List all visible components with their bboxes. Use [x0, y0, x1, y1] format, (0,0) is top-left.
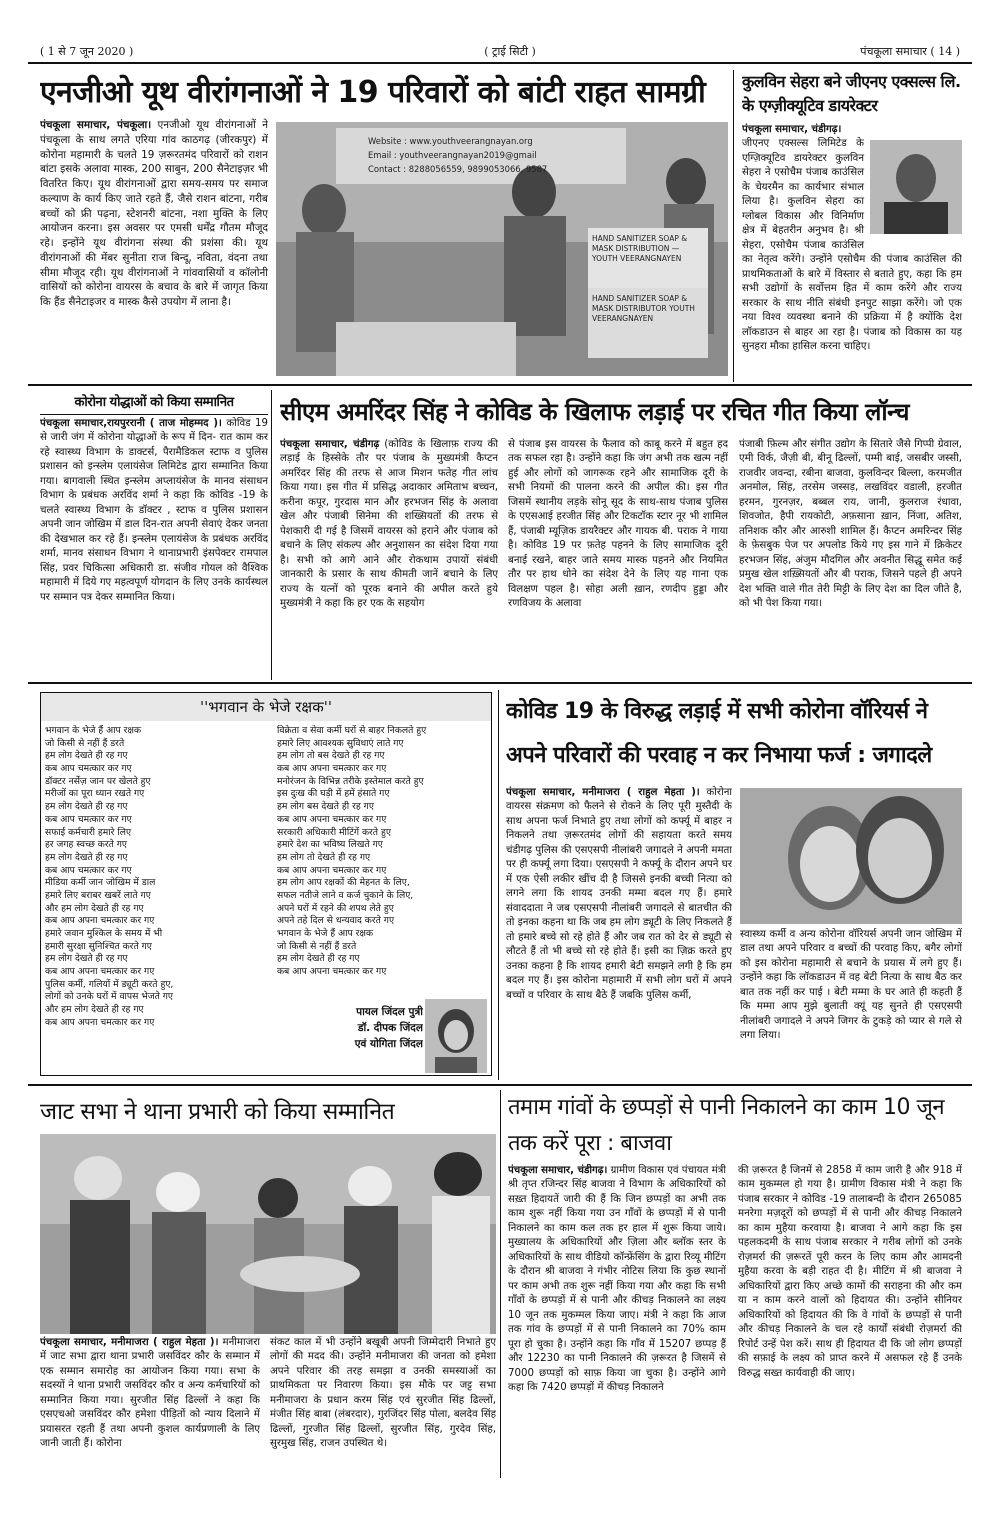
rule-row-3 — [28, 1084, 972, 1086]
header-date: ( 1 से 7 जून 2020 ) — [40, 45, 134, 58]
s6-col1-text: मनीमाजरा में जाट सभा द्वारा थाना प्रभारी जसविंदर कौर के सम्मान में एक सम्मान समारोह का आयोजन किया गया। सभा के सदस्यों ने थाना प्रभारी जसविंदर कौर व अन्य कर्मचारियों को सम्मानित किया गया। सुरजीत सिंह ढिल्लों ने कहा कि एसएचओ जसविंदर कौर हमेशा पीड़ितों को न्याय दिलाने में प्रयासरत रहती हैं तथा अपनी कुशल कार्यप्रणाली के लिए जानी जाती हैं। कोरोना — [40, 1337, 260, 1450]
s4-col-1 — [280, 438, 498, 678]
poem-col-1: भगवान के भेजे हैं आप रक्षक जो किसी से नहीं हैं डरते हम लोग देखते ही रह गए कब आप चमत्कार कर गए डॉक्टर नर्सेज़ जान पर खेलते हुए मरीजों का पूरा ध्यान रखते गए हम लोग देखते ही रह गए कब आप चमत्कार कर गए सफाई कर्मचारी हमारे लिए हर जगह स्वच्छ करते गए हम लोग देखते ही रह गए कब आप चमत्कार कर गए मीडिया कर्मी जान जोखिम में डाल हमारे लिए बराबर खबरें लाते गए और हम लोग देखते ही रह गए कब आप अपना चमत्कार कर गए हमारे जवान मुश्किल के समय में भी हमारी सुरक्षा सुनिश्चित करते गए हम लोग देखते ही रह गए कब आप अपना चमत्कार कर गए पुलिस कर्मी, गलियों में ड्यूटी करते हुए, लोगों को उनके घरों में वापस भेजते गए और हम लोग देखते ही रह गए कब आप अपना चमत्कार कर गए — [45, 725, 174, 1028]
s2-dateline: पंचकूला समाचार, चंडीगढ़। — [742, 124, 842, 135]
header-edition: ( ट्राई सिटी ) — [484, 45, 536, 58]
s2-headline: कुलविन सेहरा बने जीएनए एक्सल्स लि. के एग्ज़ीक्यूटिव डायरेक्टर — [742, 72, 961, 115]
s1-s2-divider — [733, 70, 734, 382]
s4-col-3: पंजाबी फ़िल्म और संगीत उद्योग के सितारे जैसे गिप्पी ग्रेवाल, एमी विर्क, जैज़ी बी, बीनू ढिल्लों, पम्मी बाई, जसबीर जस्सी, राजवीर जवन्दा, रबीना बाजवा, कुलविन्दर बिल्ला, करमजीत अनमोल, सिंह, तरसेम जस्सड़, लखविंदर वडाली, हरजीत हरमन, गुरनज़र, बब्बल राय, जानी, कुलराज रंधावा, शिवजोत, हैपी रायकोटी, अफ़साना ख़ान, निंजा, अतिश, तनिशक कौर और आरुशी शामिल हैं। कैप्टन अमरिन्दर सिंह के फ़ेसबुक पेज पर अपलोड किये गए इस गाने में क्रिकेटर हरभजन सिंह, अंजुम मौदगिल और अवनीत सिद्धू समेत कई प्रमुख खेल शख़्सियतों और बी पराक, जिसने पहले ही अपने देश भक्ति वाले गीत तेरी मिट्टी के लिए देश का दिल जीते है, को भी पेश किया गया। — [739, 439, 962, 610]
s3-rule — [40, 414, 268, 415]
poem-box — [40, 692, 492, 1076]
s2-body: जीएनए एक्सल्स लिमिटेड के एग्ज़िक्यूटिव डायरेक्टर कुलविन सेहरा ने एसोचैम पंजाब काउंसिल के चेयरमैन का कार्यभार संभाल लिया है। कुलविन सेहरा का ग्लोबल विकास और विनिर्माण क्षेत्र में बेहतरीन अनुभव है। श्री सेहरा, एसोचैम पंजाब काउंसिल का नेतृत्व करेंगे। उन्होंने एसोचैम की पंजाब काउंसिल की प्राथमिकताओं के बारे में विस्तार से बताते हुए, कहा कि हम सभी उद्योगों के सर्वोत्तम हित में काम करेंगे और राज्य सरकार के साथ नीति संबंधी इनपुट साझा करेंगे। जो एक नया विश्व व्यवस्था बनाने की प्रक्रिया में है क्योंकि देश लॉकडाउन से बाहर आ रहा है। पंजाब को विकास का यह सुनहरा मौका हासिल करना चाहिए। — [742, 138, 962, 353]
poem-signature — [303, 1005, 423, 1069]
s4-col1-text: (कोविड के खिलाफ़ राज्य की लड़ाई के हिस्सेके तौर पर पंजाब के मुख्यमंत्री कैप्टन अमरिंदर सिंह की तरफ से आज मिशन फतेह गीत लांच किया गया। इस गीत में प्रसिद्ध अदाकार अमिताभ बच्चन, करीना कपूर, गुरदास मान और हरभजन सिंह के अलावा खेल और पंजाबी सिनेमा की शख्सियतों की तरफ से पेशकारी दी गई है जिसमें वायरस को हराने और पंजाब को बचाने के लिए संकल्प और अनुशासन का संदेश दिया गया है। सभी को आगे आने और रोकथाम उपायों संबंधी जानकारी के प्रसार के साथ कीमती जानें बचाने के लिए राज्य के यत्नों को पूरक बनाने की अपील करते हुये मुख्यमंत्री ने कहा कि हर एक के सहयोग — [280, 439, 498, 610]
s5-dateline: पंचकूला समाचार, मनीमाजरा ( राहुल मेहता )। — [506, 787, 700, 798]
s3-article — [40, 417, 268, 679]
s1-photo-banner — [368, 134, 618, 182]
poem-s5-divider — [498, 690, 499, 1080]
s3-headline: कोरोना योद्धाओं को किया सम्मानित — [74, 395, 234, 410]
s7-col-1 — [508, 1164, 726, 1476]
s1-banner-line-3: Contact : 8288056559, 9899053066, 9587 — [368, 164, 548, 174]
s5-photo-illustration — [740, 788, 962, 924]
s1-photo — [276, 122, 728, 376]
poem-sign-1: पायल जिंदल पुत्री — [356, 1006, 423, 1018]
s5-caption: स्वास्थ्य कर्मी व अन्य कोरोना वॉरियर्स अपनी जान जोखिम में डाल तथा अपने परिवार व बच्चों की परवाह किए, बगैर लोगों को इस कोरोना महामारी से बचाने के प्रयास में लगे हुए हैं। उन्होंने कहा कि लॉकडाउन में वह बेटी नित्या के साथ बैठ कर बात तक नहीं कर पाई । बेटी मम्मा के घर आते ही कहती हैं कि मम्मा आप मुझे बुलाती क्यूं यह सुनते ही एसएसपी नीलांबरी जगादले ने अपने जिगर के टुकड़े को प्यार से गले से लगा लिया। — [740, 929, 962, 1042]
poem-author-photo — [425, 999, 487, 1073]
s5-body: कोरोना वायरस संक्रमण को फैलने से रोकने के लिए पूरी मुस्तैदी के साथ अपना फर्ज निभाते हुए तथा लोगों को कर्फ्यू में बाहर न निकलने तथा ज़रूरतमंद लोगों की सहायता करते समय चंडीगढ़ पुलिस की एसएसपी नीलांबरी जगादले ने अपनी ममता पर ही कर्फ्यू लगा दिया। एसएसपी ने कर्फ्यू के दौरान अपने घर में एक ऐसी लकीर खींच दी है जिससे इनकी बच्ची नित्या को लगने लगा कि शायद उनकी मम्मा बदल गए हैं। हमारे संवाददाता ने जब एसएसपी नीलांबरी जगादले से बातचीत की तो इनका कहना था कि जब हम लोग ड्यूटी के लिए निकलते हैं तो हमारे बच्चे सो रहे होते हैं और जब रात को देर से ड्यूटी से लौटते हैं तो भी बच्चे सो रहे होते हैं। इसी का ज़िक्र करते हुए उनका कहना है कि शायद हमारी बेटी समझने लगी है कि हम बदल गए हैं। इस कोरोना महामारी में सभी लोग घरों में अपने बच्चों व परिवार के साथ बैठे हैं जबकि पुलिस कर्मी, — [506, 787, 732, 1001]
poem-col-2: विक्रेता व सेवा कर्मी घरों से बाहर निकलते हुए हमारे लिए आवश्यक सुविधाएं लाते गए हम लोग तो बस देखते ही रह गए कब आप अपना चमत्कार कर गए मनोरंजन के विभिन्न तरीके इस्तेमाल करते हुए इस दुःख की घड़ी में हमें हंसाते गए हम लोग बस देखते ही रह गए कब आप अपना चमत्कार कर गए सरकारी अधिकारी मीटिंगें करते हुए हमारे देश का भविष्य लिखते गए हम लोग तो देखते ही रह गए कब आप अपना चमत्कार कर गए हम लोग आप रक्षकों की मेहनत के लिए, सफल नतीजे लाने व कर्ज चुकाने के लिए, अपने घरों में रहने की शपथ लेते हुए अपने तहे दिल से धन्यवाद करते गए भगवान के भेजे हैं आप रक्षक जो किसी से नहीं हैं डरते हम लोग देखते ही रह गए कब आप अपना चमत्कार कर गए — [277, 725, 427, 978]
s1-banner-line-2: Email : youthveerangnayan2019@gmail — [368, 150, 537, 160]
s1-article — [40, 118, 268, 380]
s1-dateline: पंचकूला समाचार, पंचकूला। — [40, 119, 152, 131]
s7-dateline: पंचकूला समाचार, चंडीगढ़। — [508, 1165, 608, 1176]
s7-headline: तमाम गांवों के छप्पड़ों से पानी निकालने का काम 10 जून तक करें पूरा : बाजवा — [508, 1095, 945, 1156]
s2-article — [742, 123, 962, 379]
s1-box-label-1: HAND SANITIZER SOAP & MASK DISTRIBUTION — YOUTH VEERANGNAYEN — [592, 234, 688, 263]
header-page: पंचकूला समाचार ( 14 ) — [860, 45, 960, 58]
s4-col-2: से पंजाब इस वायरस के फैलाव को काबू करने में बहुत हद तक सफल रहा है। उन्होंने कहा कि जंग अभी तक खत्म नहीं हुई और लोगों को जागरूक रहने और सामाजिक दूरी के सभी नियमों की पालना करने की अपील की। इस गीत जिसमें स्थानीय लड़के सोनू सूद के साथ-साथ पंजाब पुलिस के एएसआई हरजीत सिंह और टिकटॉक स्टार नूर भी शामिल हैं, पंजाबी म्यूज़िक डायरैक्टर और गायक बी. पराक ने गाया है। कोविड 19 पर फ़तेह पहनने के लिए सामाजिक दूरी बनाई रखने, बाहर जाते समय मास्क पहनने और नियमित तौर पर हाथ धोने का संदेश देने के लिए यह गाना एक विलक्षण पहल है। सोहा अली ख़ान, रणदीप हुड्डा और रणविजय के अलावा — [508, 439, 728, 610]
poem-title: ''भगवान के भेजे रक्षक'' — [41, 693, 491, 721]
s3-s4-divider — [271, 390, 272, 680]
s5-photo — [740, 788, 962, 924]
s1-box-label-2: HAND SANITIZER SOAP & MASK DISTRIBUTOR YOUTH VEERANGNAYEN — [592, 294, 695, 323]
s4-dateline: पंचकूला समाचार, चंडीगढ़ — [280, 439, 380, 450]
s6-dateline: पंचकूला समाचार, मनीमाजरा ( राहुल मेहता )। — [40, 1337, 219, 1348]
s5-headline: कोविड 19 के विरुद्ध लड़ाई में सभी कोरोना वॉरियर्स ने अपने परिवारों की परवाह न कर निभाया फर्ज : जगादले — [506, 699, 932, 768]
rule-row-1 — [28, 384, 972, 386]
s3-dateline: पंचकूला समाचार,रायपुररानी ( ताज मोहम्मद )। — [40, 418, 222, 429]
s6-photo-illustration — [40, 1134, 496, 1334]
s6-col-2: संकट काल में भी उन्होंने बखूबी अपनी जिम्मेदारी निभाते हुए लोगों की मदद की। उन्होंने मनीमाजरा की जनता को हमेशा अपने परिवार की तरह समझा व उनकी समस्याओं का प्राथमिकता पर निवारण किया। इस मौके पर जट्ट सभा मनीमाजरा के प्रधान करम सिंह एवं सुरजीत सिंह ढिल्लों, मंजीत सिंह बाबा (लंबरदार), गुरजिंदर सिंह पोला, बलदेव सिंह ढिल्लों, गुरजीत सिंह ढिल्लों, सुरजीत सिंह, गुरदेव सिंह, सुरमुख सिंह, राजन उपस्थित थे। — [270, 1337, 496, 1450]
poem-sign-2: डॉ. दीपक जिंदल — [357, 1021, 423, 1034]
s3-body: कोविड 19 से जारी जंग में कोरोना योद्धाओं के रूप में दिन- रात काम कर रहे स्वास्थ्य विभाग के डाक्टर्स, पैरामैडिकल स्टाफ व पुलिस प्रशासन को इन्स्लेम एलायंसेज लिमिटेड द्वारा सम्मानित किया गया। बागवाली स्थित इन्स्लेम अप्लायंसेज के मानव संसाधन विभाग के प्रबंधक अरविंद शर्मा ने कहा कि कोविड -19 के चलते स्वास्थ्य विभाग के डॉक्टर , स्टाफ व पुलिस प्रशासन अपनी जान जोखिम में डाल दिन-रात अपनी सेवाएं देकर जनता की देखभाल कर रहे हैं। इन्स्लेम एलायंसेज के प्रबंधक अरविंद शर्मा, मानव संसाधन विभाग ने थानाप्रभारी इंसपेक्टर रामपाल सिंह, प्रवर चिकित्सा अधिकारी डा. संजीव गोयल को वैश्विक महामारी में दिये गए महत्वपूर्ण योगदान के लिए उनके कार्यस्थल पर सम्मान पत्र देकर सम्मानित किया। — [40, 418, 268, 603]
s5-article — [506, 786, 732, 1078]
header-rule — [28, 62, 972, 64]
s6-col-1 — [40, 1336, 260, 1476]
s7-col-2: की ज़रूरत है जिनमें से 2858 में काम जारी है और 918 में काम मुकम्मल हो गया है। ग्रामीण विकास मंत्री ने कहा कि पंजाब सरकार ने कोविड -19 तालाबन्दी के दौरान 265085 मनरेगा मज़दूरों को छप्पड़ों में से पानी और कीचड़ निकालने का काम मुहैया करवाया है। बाजवा ने आगे कहा कि इस पहलकदमी के साथ पंजाब सरकार ने गरीब लोगों को उनके रोज़मर्रा की ज़रूरतें पूरी करन के लिए काम और आमदनी मुहैया करवा के बड़ी राहत दी है। मीटिंग में श्री बाजवा ने अधिकारियों द्वारा किए अच्छे कामों की सराहना की और कम या न काम करने वालों को हिदायत की। उन्होंने सीनियर अधिकारियों को हिदायत की कि वे गांवों के छप्पड़ों से पानी और कीचड़ निकालने के चल रहे कार्यों संबंधी रोज़मर्रा की रिपोर्ट उन्हें पेश करें। साथ ही हिदायत दी कि जो लोग छप्पड़ों की सफ़ाई के लक्ष्य को प्राप्त करने में असफल रहे हैं उनके विरुद्ध सख्त कार्यवाही की जाए। — [738, 1165, 962, 1379]
s7-col1-text: ग्रामीण विकास एवं पंचायत मंत्री श्री तृप्त रजिन्दर सिंह बाजवा ने विभाग के अधिकारियों को सख़्त हिदायतें जारी की हैं कि जिन छप्पड़ों का अभी तक काम शुरू नहीं किया गया उन गाँवों के छप्पड़ों में से पानी निकालने का काम कल तक हर हाल में शुरू किया जाये। मुख्यालय के अधिकारियों और ज़िला और ब्लॉक स्तर के अधिकारियों के साथ वीडियो कॉन्फ्रेंसिंग के द्वारा रिव्यू मीटिंग के दौरान श्री बाजवा ने गंभीर नोटिस लिया कि कुछ स्थानों पर काम अभी तक शुरू नहीं किया गया और कहा कि सभी गाँवों के छप्पड़ों में से पानी और कीचड़ निकालने का लक्ष्य 10 जून तक मुकम्मल किया जाए। मंत्री ने कहा कि आज तक गांव के छप्पड़ों में से पानी निकालने का 70% काम पूरा हो चुका है। उन्होंने कहा कि गाँव में 15207 छप्पड़ हैं और 12230 का पानी निकालने की ज़रूरत है जिसमें से 7000 छप्पड़ों को साफ़ किया जा चुका है। उन्होंने आगे कहा कि 7420 छप्पड़ों में कीचड़ निकालने — [508, 1165, 726, 1394]
s2-float-spacer — [864, 123, 962, 239]
rule-row-2 — [28, 682, 972, 684]
s1-headline: एनजीओ यूथ वीरांगनाओं ने 19 परिवारों को बांटी राहत सामग्री — [40, 75, 706, 110]
s1-banner-line-1: Website : www.youthveerangnayan.org — [368, 136, 533, 146]
s6-s7-divider — [500, 1090, 501, 1478]
author-photo-illustration — [425, 999, 487, 1073]
poem-sign-3: एवं योगिता जिंदल — [354, 1037, 423, 1050]
s6-headline: जाट सभा ने थाना प्रभारी को किया सम्मानित — [40, 1099, 395, 1125]
s1-body: एनजीओ यूथ वीरांगनाओं ने पंचकूला के साथ लगते एरिया गांव काठगढ़ (जीरकपुर) में कोरोना महामारी के चलते 19 ज़रूरतमंद परिवारों को राशन बांटा इसके अलावा मास्क, 200 साबुन, 200 सैनेटाइज़र भी वितरित किए। यूथ वीरांगनाओं द्वारा समय-समय पर समाज कल्याण के कार्य किए जाते रहते हैं, जैसे राशन बांटना, गरीब बच्चों को फ्री पढ़ना, स्टेशनरी बांटना, नशा मुक्ति के लिए आयोजन करना। इस अवसर पर एमसी धर्मेंद्र गौतम मौजूद रहे। इन्होंने यूथ वीरांगना संस्था की प्रशंसा की। यूथ वीरांगनाओं की मेंबर सुनीता राज बिन्दू, नविता, वंदना तथा सीमा मौजूद रही। यूथ वीरांगनाओं ने गांववासियों व कॉलोनी वासियों को कोरोना वायरस के बचाव के बारे में जागृत किया कि हैंड सैनेटाइजर व मास्क कैसे उपयोग में लाना है। — [40, 119, 268, 309]
s6-photo — [40, 1134, 496, 1334]
s4-headline: सीएम अमरिंदर सिंह ने कोविड के खिलाफ लड़ाई पर रचित गीत किया लॉन्च — [280, 398, 909, 426]
